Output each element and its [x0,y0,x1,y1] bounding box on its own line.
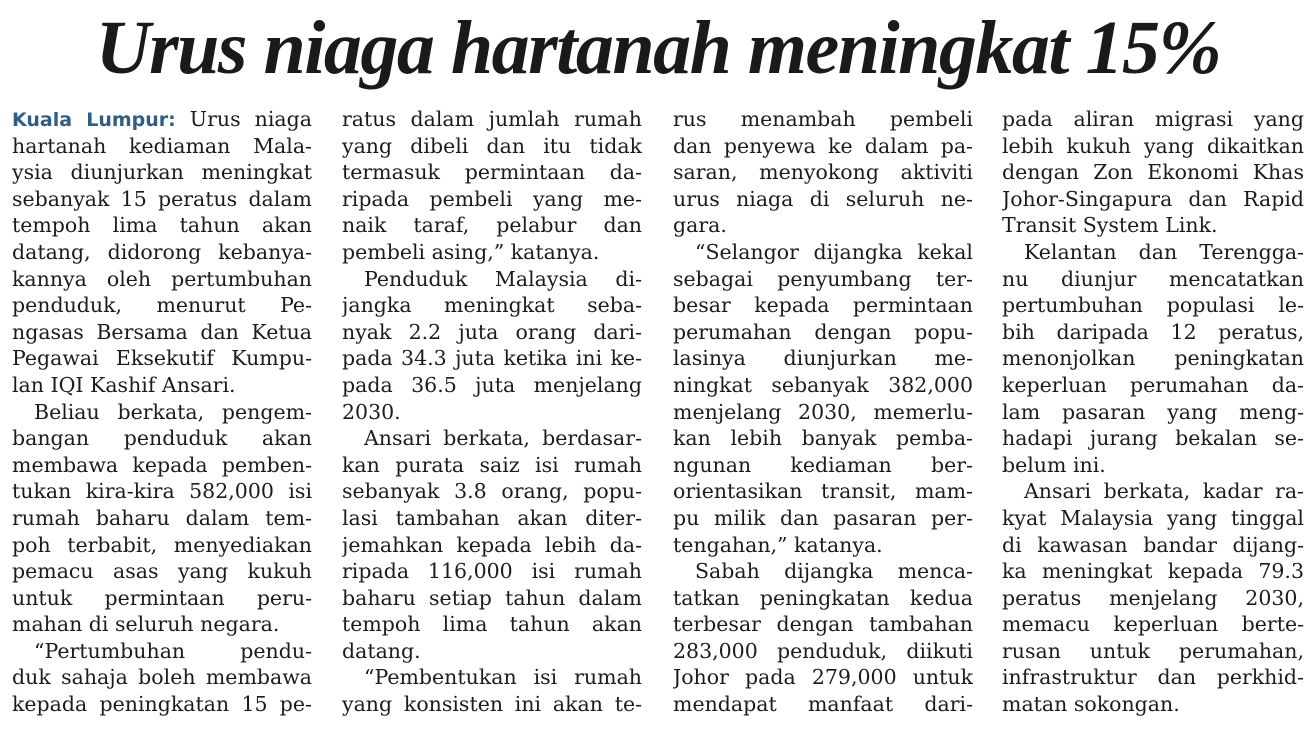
article-line: poh terbabit, menyediakan [12,532,312,557]
article-line: belum ini. [1002,452,1106,477]
article-line: memacu keperluan berte- [1002,612,1304,637]
article-line: Johor-Singapura dan Rapid [1002,186,1304,211]
article-line: lasi tambahan akan diter- [342,505,642,530]
article-line: pu milik dan pasaran per- [673,505,973,530]
article-line: tatkan peningkatan kedua [673,585,973,610]
article-line: baharu setiap tahun dalam [342,585,642,610]
article-line: ngasas Bersama dan Ketua [12,319,312,344]
article-line: kepada peningkatan 15 pe- [12,692,312,717]
article-line: tukan kira-kira 582,000 isi [12,479,312,504]
article-line: saran, menyokong aktiviti [673,160,973,185]
article-line: dengan Zon Ekonomi Khas [1002,160,1304,185]
article-line: dan penyewa ke dalam pa- [673,133,973,158]
headline: Urus niaga hartanah meningkat 15% [95,6,1221,90]
article-line: urus niaga di seluruh ne- [673,186,973,211]
article-line: ka meningkat kepada 79.3 [1002,559,1304,584]
article-line: Ansari berkata, berdasar- [364,426,642,451]
article-line: nu diunjur mencatatkan [1002,266,1304,291]
article-line: pertumbuhan populasi le- [1002,293,1304,318]
article-line: untuk permintaan peru- [12,585,312,610]
article-line: hadapi jurang bekalan se- [1002,426,1304,451]
article-line: datang, didorong kebanya- [12,239,312,264]
article-line: 283,000 penduduk, diikuti [673,638,973,663]
article-line: tempoh lima tahun akan [342,612,642,637]
article-line: Pegawai Eksekutif Kumpu- [12,346,312,371]
article-line: Johor pada 279,000 untuk [673,665,973,690]
article-line: kyat Malaysia yang tinggal [1002,505,1304,530]
article-column-4 [1002,106,1304,726]
article-line: lasinya diunjurkan me- [673,346,973,371]
article-line: bangan penduduk akan [12,426,312,451]
article-line: tengahan,” katanya. [673,532,883,557]
article-line: mahan di seluruh negara. [12,612,280,637]
article-line: ripada pembeli yang me- [342,186,642,211]
article-line: jangka meningkat seba- [342,293,642,318]
article-line: peratus menjelang 2030, [1002,585,1304,610]
article-line: pembeli asing,” katanya. [342,239,600,264]
article-line: 2030. [342,399,401,424]
article-line: Kelantan dan Terengga- [1024,239,1304,264]
article-line: matan sokongan. [1002,692,1180,717]
article-line: perumahan dengan popu- [673,319,973,344]
article-line: penduduk, menurut Pe- [12,293,312,318]
article-line: “Pertumbuhan pendu- [34,638,312,663]
article-line: termasuk permintaan da- [342,160,642,185]
article-line: “Selangor dijangka kekal [695,239,973,264]
article-line: sebanyak 15 peratus dalam [12,186,312,211]
article-column-1 [12,106,312,726]
article-line: nyak 2.2 juta orang dari- [342,319,642,344]
article-line: ratus dalam jumlah rumah [342,107,642,131]
article-line: tempoh lima tahun akan [12,213,312,238]
article-line: keperluan perumahan da- [1002,372,1304,397]
article-column-2 [342,106,642,726]
article-line: lebih kukuh yang dikaitkan [1002,133,1304,158]
article-line: hartanah kediaman Mala- [12,133,312,158]
article-line-text: Urus niaga [175,107,312,131]
article-line: infrastruktur dan perkhid- [1002,665,1304,690]
article-line [12,106,312,133]
article-line: membawa kepada pemben- [12,452,312,477]
article-line: mendapat manfaat dari- [673,692,973,717]
article-line: pada 34.3 juta ketika ini ke- [342,346,642,371]
article-line: jemahkan kepada lebih da- [342,532,642,557]
article-line: kan lebih banyak pemba- [673,426,973,451]
article-line: rusan untuk perumahan, [1002,638,1304,663]
article-line: terbesar dengan tambahan [673,612,973,637]
article-line: lan IQI Kashif Ansari. [12,372,236,397]
article-line: ngunan kediaman ber- [673,452,973,477]
article-line: Ansari berkata, kadar ra- [1024,479,1304,504]
article-column-3 [673,106,973,726]
article-line: Penduduk Malaysia di- [364,266,642,291]
article-line: pada aliran migrasi yang [1002,107,1304,131]
article-line: ningkat sebanyak 382,000 [673,372,973,397]
article-line: duk sahaja boleh membawa [12,665,312,690]
article-line: naik taraf, pelabur dan [342,213,642,238]
article-line: kannya oleh pertumbuhan [12,266,312,291]
article-line: “Pembentukan isi rumah [364,665,642,690]
article-line: menjelang 2030, memerlu- [673,399,973,424]
article-line: pemacu asas yang kukuh [12,559,312,584]
article-line: ysia diunjurkan meningkat [12,160,312,185]
article-line: Transit System Link. [1002,213,1218,238]
article-line: sebagai penyumbang ter- [673,266,973,291]
article-line: pada 36.5 juta menjelang [342,372,642,397]
article-line: di kawasan bandar dijang- [1002,532,1304,557]
article-line: yang dibeli dan itu tidak [342,133,642,158]
article-line: orientasikan transit, mam- [673,479,973,504]
article-line: yang konsisten ini akan te- [342,692,642,717]
article-line: bih daripada 12 peratus, [1002,319,1304,344]
article-line: datang. [342,638,421,663]
article-line: Sabah dijangka menca- [695,559,973,584]
article-line: besar kepada permintaan [673,293,973,318]
article-line: Beliau berkata, pengem- [34,399,312,424]
article-line: sebanyak 3.8 orang, popu- [342,479,642,504]
article-line: gara. [673,213,727,238]
article-line: menonjolkan peningkatan [1002,346,1304,371]
article-line: kan purata saiz isi rumah [342,452,642,477]
article-line: rumah baharu dalam tem- [12,505,312,530]
article-line: lam pasaran yang meng- [1002,399,1304,424]
dateline: Kuala Lumpur: [12,109,176,131]
article-line: rus menambah pembeli [673,107,973,131]
article-line: ripada 116,000 isi rumah [342,559,642,584]
